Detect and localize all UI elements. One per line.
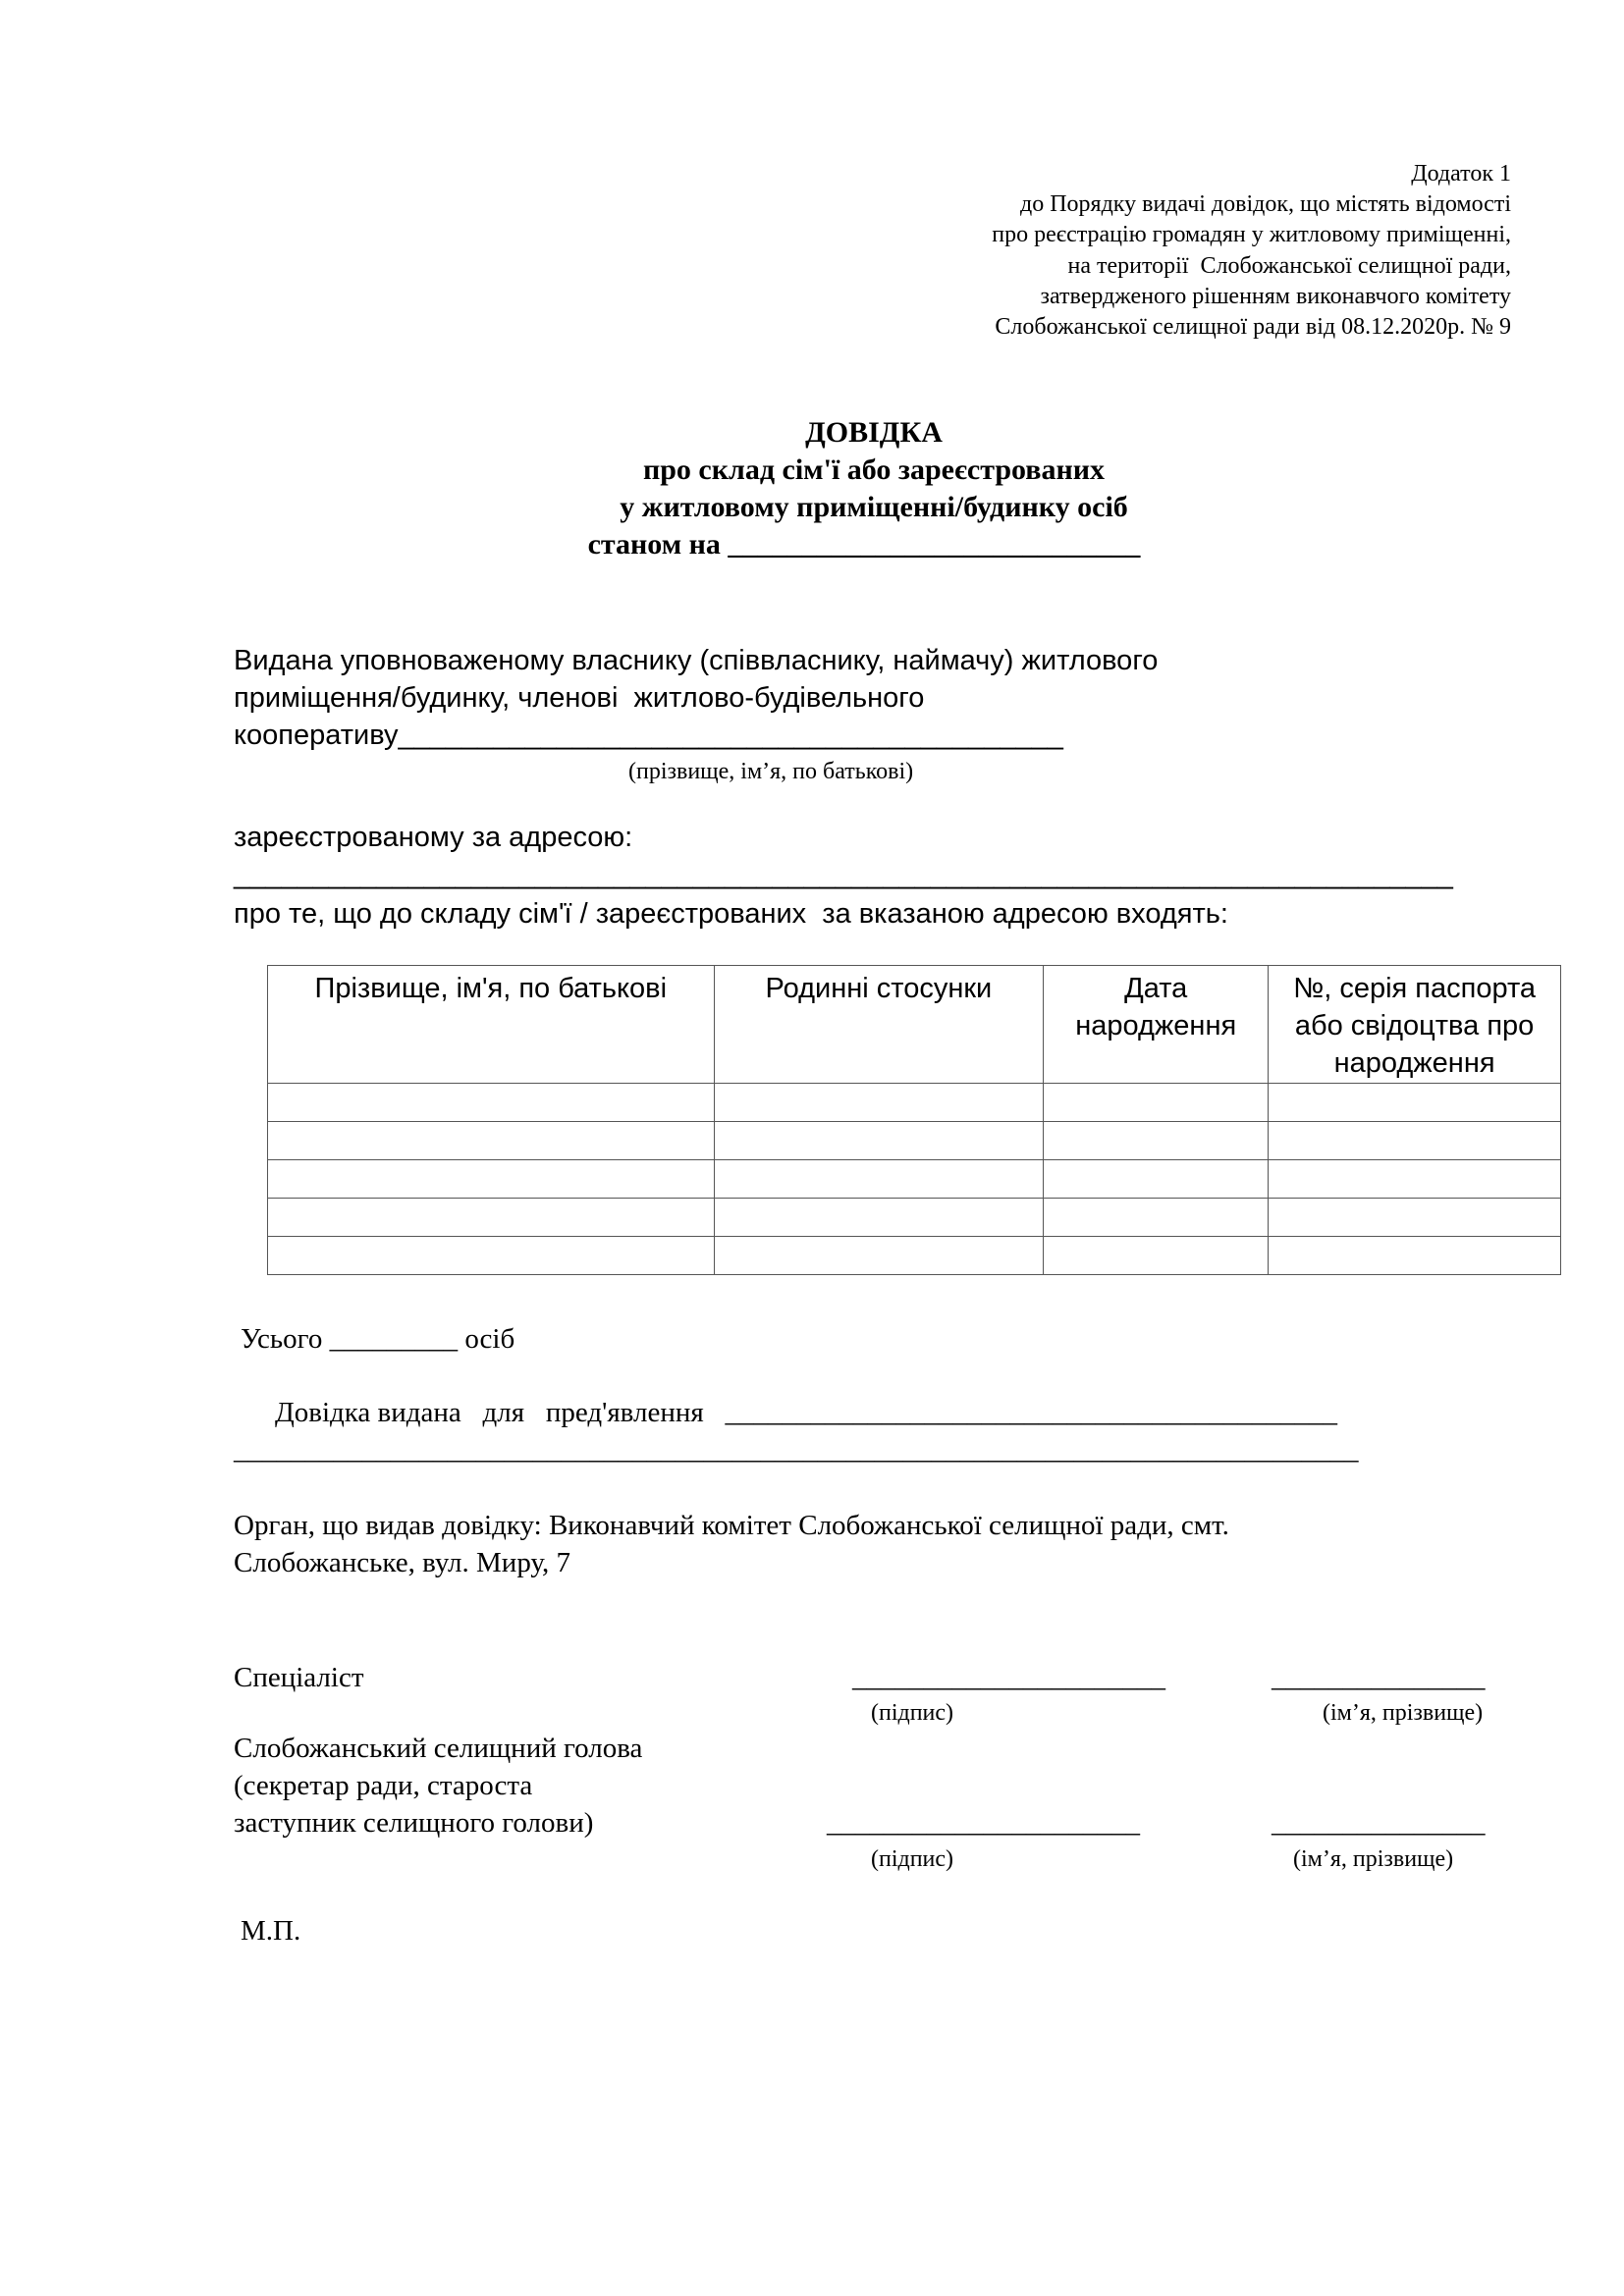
table-cell [714, 1122, 1044, 1160]
purpose-line: _______________________________________________________________________________ [234, 1434, 1359, 1466]
annex-line: до Порядку видачі довідок, що містять відомості [1020, 191, 1511, 217]
members-intro: про те, що до складу сім'ї / зареєстрованих за вказаною адресою входять: [234, 898, 1228, 930]
table-cell [714, 1084, 1044, 1122]
signature-hint: (підпис) [871, 1846, 954, 1872]
table-row [268, 1122, 1561, 1160]
title-line: про склад сім'ї або зареєстрованих [642, 454, 1106, 486]
table-cell [268, 1084, 715, 1122]
table-cell [1044, 1199, 1269, 1237]
issued-name-field: кооперативу__________________________________________ [234, 720, 1063, 751]
head-label: Слобожанський селищний голова [234, 1733, 643, 1764]
stamp-place: М.П. [241, 1915, 301, 1947]
head-label: заступник селищного голови) [234, 1807, 594, 1839]
table-cell [1269, 1084, 1561, 1122]
table-header-row [268, 966, 1561, 1084]
signature-line: ______________________ [852, 1662, 1165, 1693]
table-row [268, 1199, 1561, 1237]
table-cell [268, 1199, 715, 1237]
table-cell [1044, 1160, 1269, 1199]
table-row [268, 1160, 1561, 1199]
members-table [267, 965, 1561, 1275]
annex-line: про реєстрацію громадян у житловому приміщенні, [992, 222, 1511, 247]
table-cell [268, 1122, 715, 1160]
column-header-relationship: Родинні стосунки [714, 966, 1044, 1084]
table-cell [1044, 1122, 1269, 1160]
signature-hint: (підпис) [871, 1700, 954, 1726]
column-header-full-name: Прізвище, ім'я, по батькові [268, 966, 715, 1084]
table-cell [1269, 1199, 1561, 1237]
specialist-label: Спеціаліст [234, 1662, 364, 1693]
name-line: _______________ [1272, 1807, 1486, 1839]
issued-line: приміщення/будинку, членові житлово-будівельного [234, 682, 925, 714]
issued-line: Видана уповноваженому власнику (співвласнику, наймачу) житлового [234, 645, 1159, 676]
table-cell [1044, 1237, 1269, 1275]
address-field-line: _____________________________________________________________________________ [234, 859, 1453, 890]
table-cell [714, 1199, 1044, 1237]
column-header-birth-date: Дата народження [1044, 966, 1269, 1084]
name-hint: (ім’я, прізвище) [1323, 1700, 1484, 1726]
table-cell [268, 1237, 715, 1275]
authority-line: Орган, що видав довідку: Виконавчий комітет Слобожанської селищної ради, смт. [234, 1510, 1229, 1541]
annex-line: Слобожанської селищної ради від 08.12.2020р. № 9 [995, 314, 1511, 340]
name-line: _______________ [1272, 1662, 1486, 1693]
table-cell [1044, 1084, 1269, 1122]
address-label: зареєстрованому за адресою: [234, 822, 633, 853]
column-header-document-number: №, серія паспорта або свідоцтва про народження [1269, 966, 1561, 1084]
table-cell [714, 1237, 1044, 1275]
purpose-line: Довідка видана для пред'явлення ___________________________________________ [275, 1397, 1337, 1428]
head-label: (секретар ради, староста [234, 1770, 533, 1801]
title-heading: ДОВІДКА [805, 416, 943, 449]
table-row [268, 1237, 1561, 1275]
table-cell [1269, 1237, 1561, 1275]
title-date-line: станом на ____________________________ [587, 528, 1141, 561]
table-cell [714, 1160, 1044, 1199]
signature-line: ______________________ [827, 1807, 1140, 1839]
total-persons-line: Усього _________ осіб [241, 1323, 515, 1355]
table-cell [1269, 1122, 1561, 1160]
annex-line: Додаток 1 [1411, 161, 1511, 187]
title-line: у житловому приміщенні/будинку осіб [620, 491, 1128, 523]
authority-line: Слобожанське, вул. Миру, 7 [234, 1547, 571, 1578]
annex-line: на території Слобожанської селищної ради, [1067, 253, 1511, 279]
name-hint: (прізвище, ім’я, по батькові) [628, 759, 914, 784]
table-cell [1269, 1160, 1561, 1199]
name-hint: (ім’я, прізвище) [1293, 1846, 1454, 1872]
annex-line: затвердженого рішенням виконавчого комітету [1040, 284, 1511, 309]
table-row [268, 1084, 1561, 1122]
table-cell [268, 1160, 715, 1199]
